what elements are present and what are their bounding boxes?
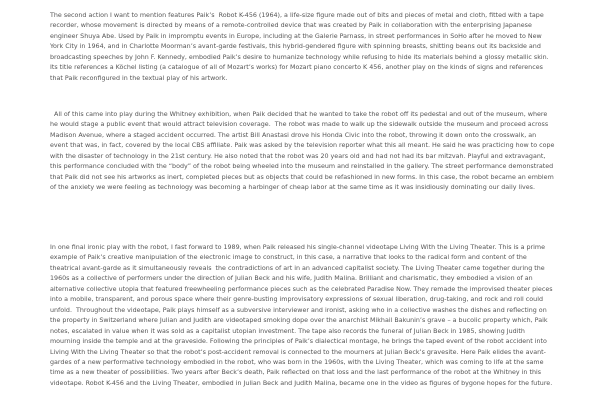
paragraph-living-theater: In one final ironic play with the robot, I fast forward to 1989, when Paik released his single-channel videotape Living With the Living Theater. This is a prime example of Paik’s creative manipulation of the electronic image to construct, in this case, a narrative that looks to the radical form and content of the theatrical avant-garde as it simultaneously reveals the contradictions of art in an advanced capitalist society. The Living Theater came together during the 1960s as a collective of performers under the direction of Julian Beck and his wife, Judith Malina. Brilliant and charismatic, they embodied a vision of an alternative collective utopia that featured freewheeling performance pieces such as the celebrated Paradise Now. They remade the improvised theater pieces into a mobile, transparent, and porous space where their genre-busting improvisatory expressions of sexual liberation, drug-taking, and rock and roll could unfold. Throughout the videotape, Paik plays himself as a subversive interviewer and ironist, asking who in a collective washes the dishes and reflecting on the property in Switzerland where Julian and Judith are videotaped smoking dope over the anarchist Mikhail Bakunin’s grave – a bucolic property which, Paik notes, escalated in value when it was sold as a capitalist utopian investment. The tape also records the funeral of Julian Beck in 1985, showing Judith mourning inside the temple and at the graveside. Following the principles of Paik’s dialectical montage, he brings the taped event of the robot accident into Living With the Living Theater so that the robot’s post-accident removal is connected to the mourners at Julian Beck’s gravesite. Here Paik elides the avant-gardes of a new performative technology embodied in the robot, who was born in the 1960s, with the Living Theater, which was coming to life at the same time as a new theater of possibilities. Two years after Beck’s death, Paik reflected on that loss and the last performance of the robot at the Whitney in this videotape. Robot K-456 and the Living Theater, embodied in Julian Beck and Judith Malina, became one in the video as figures of bygone hopes for the future.	[50, 244, 555, 387]
paragraph-robot-k456: The second action I want to mention features Paik’s Robot K-456 (1964), a life-size figure made out of bits and pieces of metal and cloth, fitted with a tape recorder, whose movement is directed by means of a remote-controlled device that was created by Paik in collaboration with the enterprising Japanese engineer Shuya Abe. Used by Paik in impromptu events in Europe, including at the Galerie Parnass, in street performances in SoHo after he moved to New York City in 1964, and in Charlotte Moorman’s avant-garde festivals, this hybrid-gendered figure with spinning breasts, shitting beans out its backside and broadcasting speeches by John F. Kennedy, embodied Paik’s desire to humanize technology while refusing to hide its materials behind a glossy metallic skin. Its title references a Köchel listing (a catalogue of all of Mozart’s works) for Mozart piano concerto K 456, another play on the kinds of signs and references that Paik reconfigured in the textual play of his artwork.	[50, 12, 551, 82]
paragraph-whitney-exhibition: All of this came into play during the Whitney exhibition, when Paik decided that he wanted to take the robot off its pedestal and out of the museum, where he would stage a public event that would attract television coverage. The robot was made to walk up the sidewalk outside the museum and proceed across Madison Avenue, where a staged accident occurred. The artist Bill Anastasi drove his Honda Civic into the robot, throwing it down onto the crosswalk, an event that was, in fact, covered by the local CBS affiliate. Paik was asked by the television reporter what this all meant. He said he was practicing how to cope with the disaster of technology in the 21st century. He also noted that the robot was 20 years old and had not had its bar mitzvah. Playful and extravagant, this performance concluded with the “body” of the robot being wheeled into the museum and reinstalled in the gallery. The street performance demonstrated that Paik did not see his artworks as inert, completed pieces but as objects that could be refashioned in new forms. In this case, the robot became an emblem of the anxiety we were feeling as technology was becoming a harbinger of cheap labor at the same time as it was insidiously dominating our daily lives.	[50, 111, 557, 192]
